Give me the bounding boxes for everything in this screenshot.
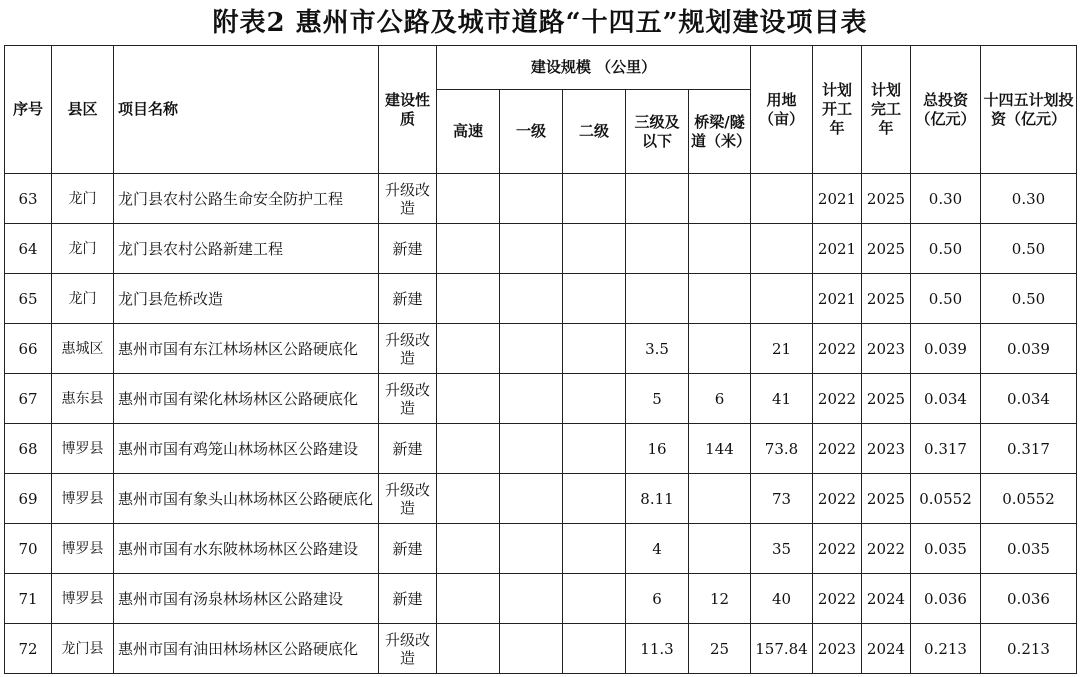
cell-total-invest: 0.034 bbox=[911, 374, 981, 424]
cell-county: 龙门 bbox=[52, 224, 114, 274]
cell-project-name: 惠州市国有鸡笼山林场林区公路建设 bbox=[114, 424, 379, 474]
cell-start-year: 2022 bbox=[813, 374, 862, 424]
cell-land bbox=[751, 224, 813, 274]
cell-grade3-below bbox=[626, 174, 689, 224]
header-grade3-below: 三级及以下 bbox=[626, 90, 689, 174]
cell-bridge-tunnel bbox=[689, 524, 751, 574]
cell-county: 博罗县 bbox=[52, 574, 114, 624]
cell-grade2 bbox=[563, 424, 626, 474]
table-row bbox=[5, 274, 1077, 324]
cell-project-name: 惠州市国有汤泉林场林区公路建设 bbox=[114, 574, 379, 624]
cell-grade3-below: 6 bbox=[626, 574, 689, 624]
cell-plan-invest: 0.036 bbox=[981, 574, 1077, 624]
cell-grade1 bbox=[500, 624, 563, 674]
cell-land: 21 bbox=[751, 324, 813, 374]
cell-grade2 bbox=[563, 324, 626, 374]
cell-project-name: 龙门县农村公路新建工程 bbox=[114, 224, 379, 274]
cell-plan-invest: 0.213 bbox=[981, 624, 1077, 674]
cell-end-year: 2022 bbox=[862, 524, 911, 574]
cell-plan-invest: 0.50 bbox=[981, 224, 1077, 274]
cell-highway bbox=[437, 574, 500, 624]
cell-highway bbox=[437, 474, 500, 524]
cell-grade3-below: 4 bbox=[626, 524, 689, 574]
cell-nature: 升级改造 bbox=[379, 474, 437, 524]
cell-grade3-below bbox=[626, 274, 689, 324]
cell-plan-invest: 0.30 bbox=[981, 174, 1077, 224]
cell-county: 惠城区 bbox=[52, 324, 114, 374]
cell-end-year: 2025 bbox=[862, 374, 911, 424]
header-scale-group: 建设规模 （公里） bbox=[437, 46, 751, 90]
cell-bridge-tunnel: 25 bbox=[689, 624, 751, 674]
cell-seq: 67 bbox=[5, 374, 52, 424]
cell-bridge-tunnel bbox=[689, 324, 751, 374]
cell-nature: 新建 bbox=[379, 574, 437, 624]
cell-land: 157.84 bbox=[751, 624, 813, 674]
cell-grade2 bbox=[563, 374, 626, 424]
header-land: 用地（亩） bbox=[751, 46, 813, 174]
cell-county: 龙门 bbox=[52, 174, 114, 224]
cell-end-year: 2025 bbox=[862, 474, 911, 524]
cell-start-year: 2022 bbox=[813, 524, 862, 574]
cell-plan-invest: 0.317 bbox=[981, 424, 1077, 474]
cell-land: 40 bbox=[751, 574, 813, 624]
cell-grade3-below: 5 bbox=[626, 374, 689, 424]
table-row bbox=[5, 424, 1077, 474]
cell-start-year: 2022 bbox=[813, 324, 862, 374]
cell-grade2 bbox=[563, 624, 626, 674]
header-seq: 序号 bbox=[5, 46, 52, 174]
cell-county: 龙门县 bbox=[52, 624, 114, 674]
header-start-year: 计划开工年 bbox=[813, 46, 862, 174]
cell-project-name: 龙门县农村公路生命安全防护工程 bbox=[114, 174, 379, 224]
cell-total-invest: 0.50 bbox=[911, 224, 981, 274]
header-county: 县区 bbox=[52, 46, 114, 174]
cell-grade3-below: 11.3 bbox=[626, 624, 689, 674]
cell-project-name: 惠州市国有象头山林场林区公路硬底化 bbox=[114, 474, 379, 524]
cell-seq: 72 bbox=[5, 624, 52, 674]
header-end-year: 计划完工年 bbox=[862, 46, 911, 174]
cell-grade1 bbox=[500, 374, 563, 424]
cell-highway bbox=[437, 374, 500, 424]
cell-nature: 新建 bbox=[379, 524, 437, 574]
cell-seq: 71 bbox=[5, 574, 52, 624]
cell-grade1 bbox=[500, 174, 563, 224]
cell-seq: 69 bbox=[5, 474, 52, 524]
header-bridge-tunnel: 桥梁/隧道（米） bbox=[689, 90, 751, 174]
cell-nature: 新建 bbox=[379, 424, 437, 474]
cell-total-invest: 0.317 bbox=[911, 424, 981, 474]
cell-start-year: 2022 bbox=[813, 474, 862, 524]
cell-total-invest: 0.035 bbox=[911, 524, 981, 574]
header-grade1: 一级 bbox=[500, 90, 563, 174]
cell-start-year: 2022 bbox=[813, 574, 862, 624]
cell-total-invest: 0.213 bbox=[911, 624, 981, 674]
cell-grade1 bbox=[500, 474, 563, 524]
cell-end-year: 2025 bbox=[862, 174, 911, 224]
table-row bbox=[5, 374, 1077, 424]
cell-bridge-tunnel: 12 bbox=[689, 574, 751, 624]
cell-grade3-below bbox=[626, 224, 689, 274]
cell-land bbox=[751, 174, 813, 224]
header-total-invest: 总投资（亿元） bbox=[911, 46, 981, 174]
cell-grade2 bbox=[563, 574, 626, 624]
header-highway: 高速 bbox=[437, 90, 500, 174]
cell-highway bbox=[437, 424, 500, 474]
cell-project-name: 惠州市国有油田林场林区公路硬底化 bbox=[114, 624, 379, 674]
cell-grade2 bbox=[563, 274, 626, 324]
cell-plan-invest: 0.0552 bbox=[981, 474, 1077, 524]
cell-plan-invest: 0.035 bbox=[981, 524, 1077, 574]
cell-bridge-tunnel: 6 bbox=[689, 374, 751, 424]
cell-total-invest: 0.0552 bbox=[911, 474, 981, 524]
cell-grade3-below: 8.11 bbox=[626, 474, 689, 524]
table-row bbox=[5, 174, 1077, 224]
cell-grade1 bbox=[500, 324, 563, 374]
cell-end-year: 2024 bbox=[862, 574, 911, 624]
cell-grade2 bbox=[563, 174, 626, 224]
cell-county: 博罗县 bbox=[52, 424, 114, 474]
cell-nature: 升级改造 bbox=[379, 624, 437, 674]
header-plan-invest: 十四五计划投资（亿元） bbox=[981, 46, 1077, 174]
cell-nature: 新建 bbox=[379, 224, 437, 274]
cell-total-invest: 0.039 bbox=[911, 324, 981, 374]
cell-land: 73 bbox=[751, 474, 813, 524]
cell-seq: 66 bbox=[5, 324, 52, 374]
cell-grade2 bbox=[563, 524, 626, 574]
cell-highway bbox=[437, 624, 500, 674]
cell-plan-invest: 0.50 bbox=[981, 274, 1077, 324]
cell-grade3-below: 3.5 bbox=[626, 324, 689, 374]
cell-grade1 bbox=[500, 224, 563, 274]
cell-grade1 bbox=[500, 574, 563, 624]
cell-land: 73.8 bbox=[751, 424, 813, 474]
cell-total-invest: 0.30 bbox=[911, 174, 981, 224]
cell-highway bbox=[437, 224, 500, 274]
cell-start-year: 2021 bbox=[813, 274, 862, 324]
cell-bridge-tunnel bbox=[689, 474, 751, 524]
table-row bbox=[5, 224, 1077, 274]
cell-project-name: 惠州市国有水东陂林场林区公路建设 bbox=[114, 524, 379, 574]
cell-bridge-tunnel bbox=[689, 224, 751, 274]
cell-start-year: 2021 bbox=[813, 224, 862, 274]
table-body bbox=[5, 174, 1077, 674]
table-header bbox=[5, 46, 1077, 174]
cell-total-invest: 0.036 bbox=[911, 574, 981, 624]
cell-bridge-tunnel: 144 bbox=[689, 424, 751, 474]
cell-land bbox=[751, 274, 813, 324]
cell-nature: 升级改造 bbox=[379, 324, 437, 374]
cell-nature: 升级改造 bbox=[379, 374, 437, 424]
project-table bbox=[4, 45, 1077, 674]
cell-end-year: 2023 bbox=[862, 324, 911, 374]
cell-land: 35 bbox=[751, 524, 813, 574]
cell-grade2 bbox=[563, 474, 626, 524]
cell-project-name: 惠州市国有东江林场林区公路硬底化 bbox=[114, 324, 379, 374]
cell-highway bbox=[437, 274, 500, 324]
cell-county: 龙门 bbox=[52, 274, 114, 324]
cell-bridge-tunnel bbox=[689, 174, 751, 224]
cell-seq: 64 bbox=[5, 224, 52, 274]
cell-end-year: 2025 bbox=[862, 224, 911, 274]
header-nature: 建设性质 bbox=[379, 46, 437, 174]
cell-start-year: 2022 bbox=[813, 424, 862, 474]
cell-grade2 bbox=[563, 224, 626, 274]
header-grade2: 二级 bbox=[563, 90, 626, 174]
cell-highway bbox=[437, 174, 500, 224]
cell-plan-invest: 0.034 bbox=[981, 374, 1077, 424]
cell-total-invest: 0.50 bbox=[911, 274, 981, 324]
cell-grade1 bbox=[500, 274, 563, 324]
cell-grade1 bbox=[500, 524, 563, 574]
cell-end-year: 2024 bbox=[862, 624, 911, 674]
cell-grade1 bbox=[500, 424, 563, 474]
cell-end-year: 2025 bbox=[862, 274, 911, 324]
cell-county: 惠东县 bbox=[52, 374, 114, 424]
cell-highway bbox=[437, 524, 500, 574]
cell-seq: 68 bbox=[5, 424, 52, 474]
cell-project-name: 龙门县危桥改造 bbox=[114, 274, 379, 324]
cell-start-year: 2021 bbox=[813, 174, 862, 224]
cell-bridge-tunnel bbox=[689, 274, 751, 324]
cell-seq: 65 bbox=[5, 274, 52, 324]
table-row bbox=[5, 574, 1077, 624]
cell-land: 41 bbox=[751, 374, 813, 424]
cell-project-name: 惠州市国有梁化林场林区公路硬底化 bbox=[114, 374, 379, 424]
cell-county: 博罗县 bbox=[52, 474, 114, 524]
cell-county: 博罗县 bbox=[52, 524, 114, 574]
table-row bbox=[5, 474, 1077, 524]
cell-seq: 70 bbox=[5, 524, 52, 574]
table-row bbox=[5, 324, 1077, 374]
cell-seq: 63 bbox=[5, 174, 52, 224]
table-row bbox=[5, 524, 1077, 574]
cell-end-year: 2023 bbox=[862, 424, 911, 474]
cell-highway bbox=[437, 324, 500, 374]
header-project-name: 项目名称 bbox=[114, 46, 379, 174]
table-row bbox=[5, 624, 1077, 674]
cell-nature: 升级改造 bbox=[379, 174, 437, 224]
page-title: 附表2 惠州市公路及城市道路“十四五”规划建设项目表 bbox=[212, 8, 868, 38]
cell-grade3-below: 16 bbox=[626, 424, 689, 474]
cell-start-year: 2023 bbox=[813, 624, 862, 674]
cell-plan-invest: 0.039 bbox=[981, 324, 1077, 374]
cell-nature: 新建 bbox=[379, 274, 437, 324]
